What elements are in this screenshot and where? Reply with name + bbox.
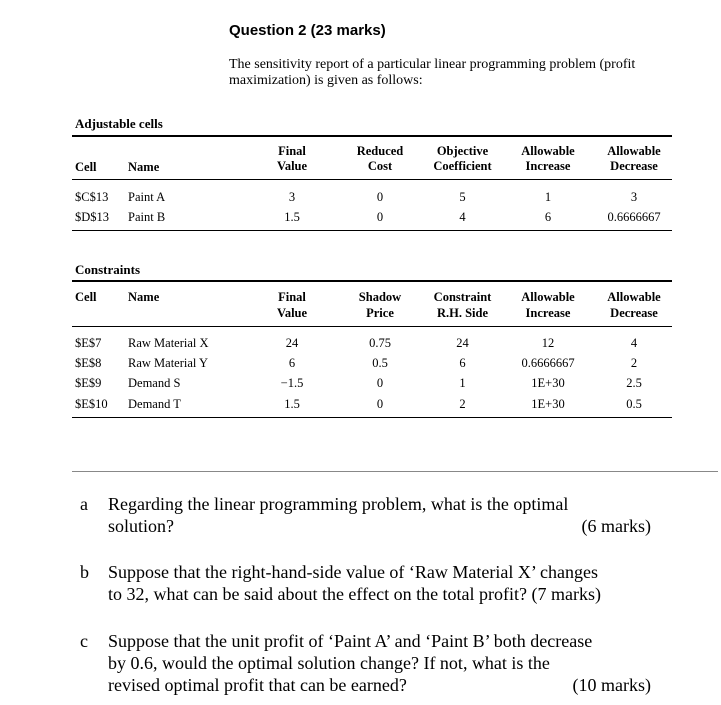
row-final: −1.5 [280, 376, 304, 390]
constraints-top-rule [72, 280, 672, 282]
header-final-2: Value [276, 159, 308, 173]
adjustable-cells-title: Adjustable cells [75, 116, 163, 131]
header-final-1: Final [278, 144, 306, 158]
row-shadow: 0.75 [369, 336, 391, 350]
row-decrease: 3 [630, 190, 638, 204]
header-rhs-2: R.H. Side [436, 306, 489, 320]
row-name: Raw Material Y [128, 356, 209, 370]
row-final: 6 [288, 356, 296, 370]
header-reduced-1: Reduced [356, 144, 404, 158]
header-decrease-2: Decrease [610, 306, 658, 320]
row-name: Paint B [128, 210, 166, 224]
part-c-marks: (10 marks) [572, 675, 651, 695]
part-a-marks: (6 marks) [581, 516, 651, 536]
row-final: 3 [288, 190, 296, 204]
row-decrease: 2.5 [626, 376, 642, 390]
row-shadow: 0 [376, 397, 384, 411]
row-reduced: 0 [376, 210, 384, 224]
part-a-line-2: solution? [108, 516, 174, 536]
row-cell: $E$8 [75, 356, 102, 370]
row-name: Raw Material X [128, 336, 209, 350]
row-increase: 1E+30 [531, 376, 565, 390]
adjustable-top-rule [72, 135, 672, 137]
row-name: Demand T [128, 397, 181, 411]
row-rhs: 6 [459, 356, 466, 370]
header-decrease-1: Allowable [607, 144, 661, 158]
header-decrease-1: Allowable [607, 290, 661, 304]
part-letter: b [80, 562, 89, 582]
row-final: 24 [285, 336, 299, 350]
header-shadow-2: Price [366, 306, 394, 320]
row-final: 1.5 [284, 210, 300, 224]
row-shadow: 0 [376, 376, 384, 390]
row-cell: $E$9 [75, 376, 102, 390]
header-objective-2: Coefficient [433, 159, 492, 173]
part-b-line-1: Suppose that the right-hand-side value of ‘Raw Material X’ changes [108, 562, 599, 582]
constraints-header-rule [72, 326, 672, 327]
question-title: Question 2 (23 marks) [229, 22, 386, 39]
row-shadow: 0.5 [372, 356, 388, 370]
intro-line-1: The sensitivity report of a particular linear programming problem (profit [229, 57, 636, 72]
part-a-line-1: Regarding the linear programming problem, what is the optimal [108, 494, 569, 514]
row-increase: 1E+30 [531, 397, 565, 411]
part-b-line-2: to 32, what can be said about the effect on the total profit? (7 marks) [108, 584, 602, 604]
header-cell: Cell [75, 160, 97, 174]
row-decrease: 0.6666667 [607, 210, 661, 224]
row-rhs: 24 [456, 336, 469, 350]
row-cell: $E$10 [75, 397, 108, 411]
header-reduced-2: Cost [367, 159, 393, 173]
section-divider [72, 471, 718, 472]
row-decrease: 0.5 [626, 397, 642, 411]
header-name: Name [128, 290, 160, 304]
row-objective: 4 [459, 210, 466, 224]
row-increase: 12 [541, 336, 555, 350]
part-letter: a [80, 494, 88, 514]
row-reduced: 0 [376, 190, 384, 204]
header-objective-1: Objective [436, 144, 489, 158]
row-rhs: 2 [459, 397, 466, 411]
row-cell: $E$7 [75, 336, 102, 350]
part-c-line-3: revised optimal profit that can be earned? [108, 675, 407, 695]
adjustable-bottom-rule [72, 230, 672, 231]
row-name: Demand S [128, 376, 181, 390]
row-final: 1.5 [284, 397, 300, 411]
part-c-line-1: Suppose that the unit profit of ‘Paint A’ and ‘Paint B’ both decrease [108, 631, 593, 651]
row-increase: 1 [544, 190, 552, 204]
header-rhs-1: Constraint [433, 290, 492, 304]
row-decrease: 4 [630, 336, 638, 350]
header-shadow-1: Shadow [358, 290, 402, 304]
constraints-title: Constraints [75, 262, 141, 277]
header-increase-2: Increase [525, 306, 571, 320]
row-cell: $D$13 [75, 210, 110, 224]
row-decrease: 2 [630, 356, 638, 370]
row-objective: 5 [459, 190, 466, 204]
header-increase-1: Allowable [521, 290, 575, 304]
row-rhs: 1 [459, 376, 466, 390]
part-c-line-2: by 0.6, would the optimal solution change? If not, what is the [108, 653, 550, 673]
header-final-2: Value [276, 306, 308, 320]
header-cell: Cell [75, 290, 97, 304]
intro-line-2: maximization) is given as follows: [229, 73, 423, 88]
part-letter: c [80, 631, 88, 651]
header-increase-2: Increase [525, 159, 571, 173]
header-increase-1: Allowable [521, 144, 575, 158]
constraints-bottom-rule [72, 417, 672, 418]
row-increase: 6 [544, 210, 552, 224]
header-name: Name [128, 160, 160, 174]
row-cell: $C$13 [75, 190, 109, 204]
adjustable-header-rule [72, 179, 672, 180]
row-increase: 0.6666667 [521, 356, 575, 370]
header-final-1: Final [278, 290, 306, 304]
row-name: Paint A [128, 190, 166, 204]
header-decrease-2: Decrease [610, 159, 658, 173]
